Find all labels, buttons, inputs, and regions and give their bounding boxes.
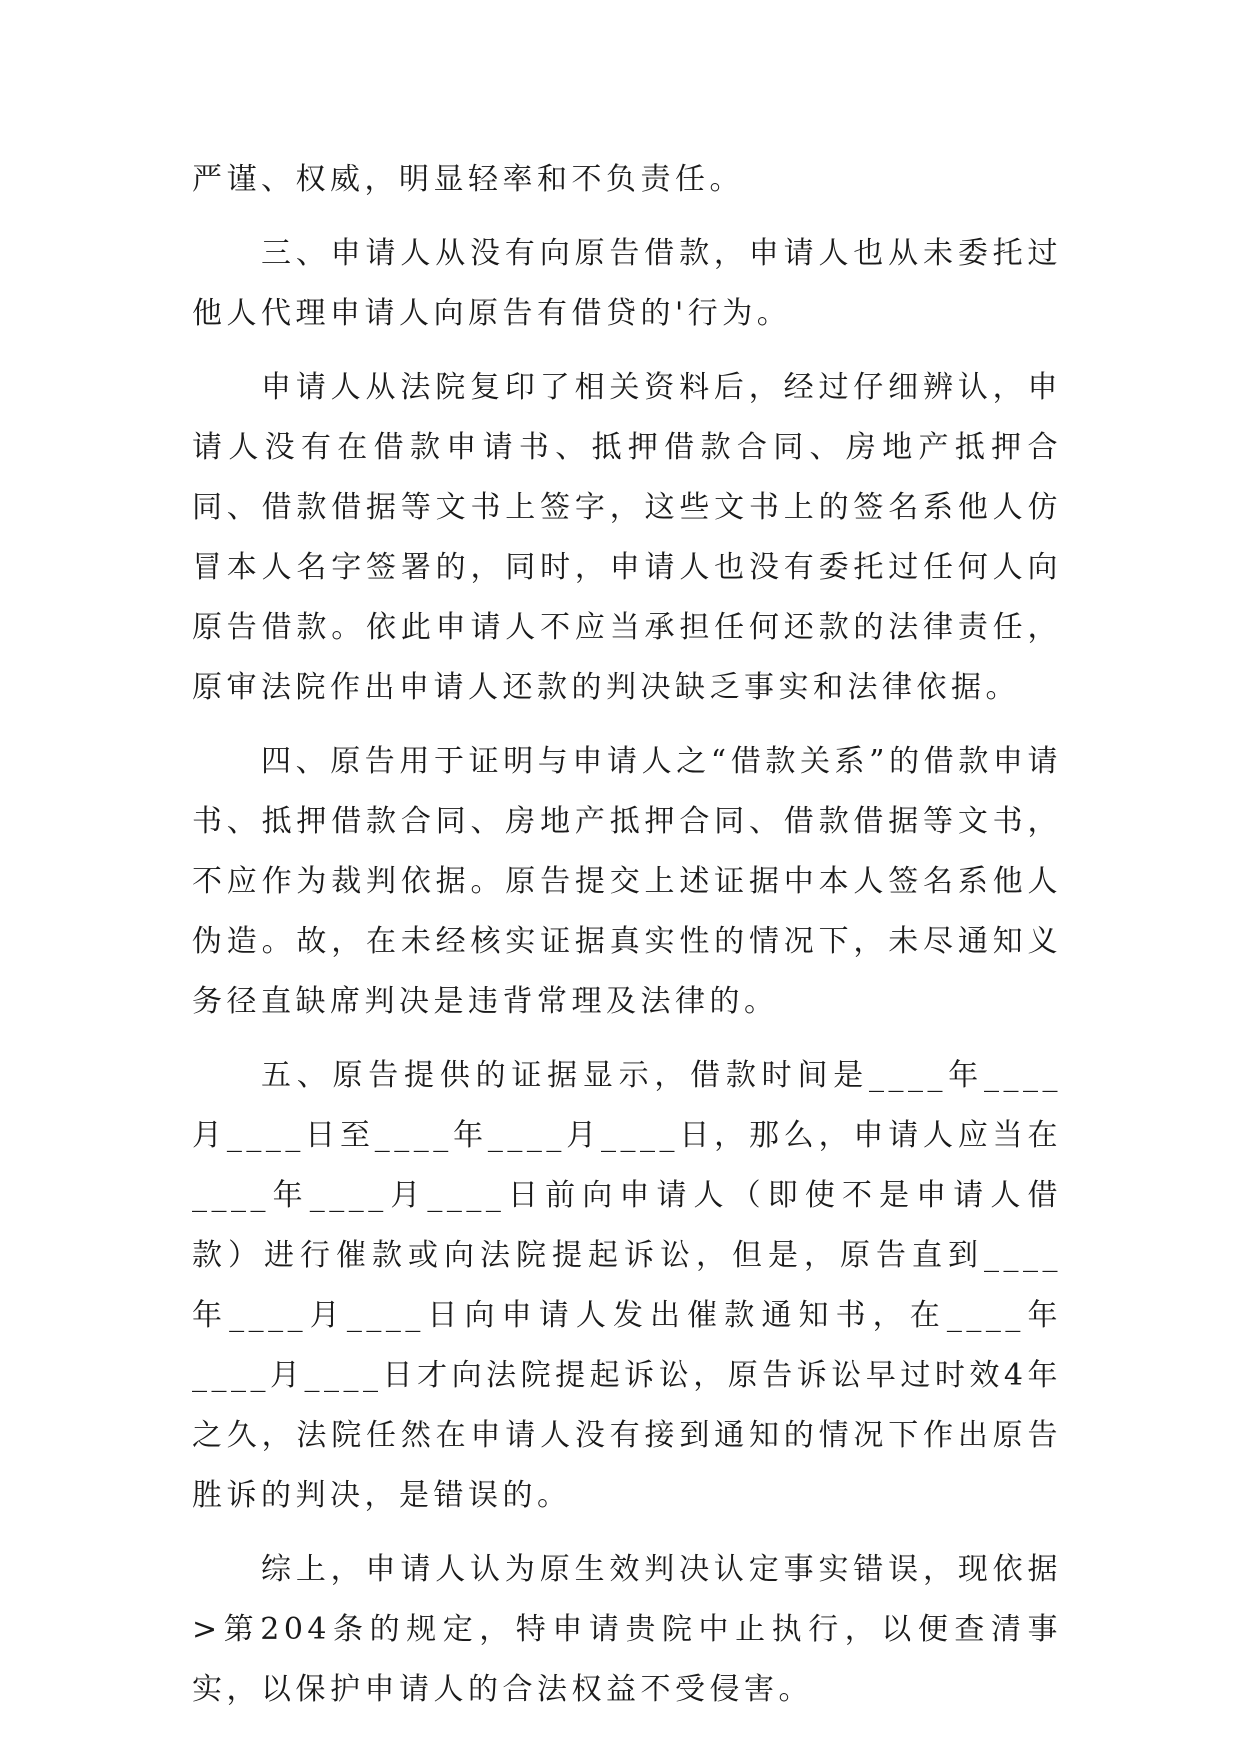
document-body: [192, 150, 1062, 1720]
paragraph-point-three: 三、申请人从没有向原告借款，申请人也从未委托过他人代理申请人向原告有借贷的'行为。: [192, 236, 1062, 331]
paragraph-point-five: 五、原告提供的证据显示，借款时间是____年____月____日至____年____月____日，那么，申请人应当在____年____月____日前向申请人（即使不是申请人借款）进行催款或向法院提起诉讼，但是，原告直到____年____月____日向申请人发出催款通知书，在____年____月____日才向法院提起诉讼，原告诉讼早过时效4年之久，法院任然在申请人没有接到通知的情况下作出原告胜诉的判决，是错误的。: [192, 1058, 1062, 1513]
paragraph-point-four: 四、原告用于证明与申请人之“借款关系”的借款申请书、抵押借款合同、房地产抵押合同、借款借据等文书，不应作为裁判依据。原告提交上述证据中本人签名系他人伪造。故，在未经核实证据真实性的情况下，未尽通知义务径直缺席判决是违背常理及法律的。: [192, 744, 1062, 1019]
paragraph-signature-dispute: 申请人从法院复印了相关资料后，经过仔细辨认，申请人没有在借款申请书、抵押借款合同、房地产抵押合同、借款借据等文书上签字，这些文书上的签名系他人仿冒本人名字签署的，同时，申请人也没有委托过任何人向原告借款。依此申请人不应当承担任何还款的法律责任，原审法院作出申请人还款的判决缺乏事实和法律依据。: [192, 370, 1062, 705]
paragraph-continuation: 严谨、权威，明显轻率和不负责任。: [192, 162, 744, 197]
paragraph-conclusion: 综上，申请人认为原生效判决认定事实错误，现依据>第204条的规定，特申请贵院中止执行，以便查清事实，以保护申请人的合法权益不受侵害。: [192, 1552, 1062, 1707]
